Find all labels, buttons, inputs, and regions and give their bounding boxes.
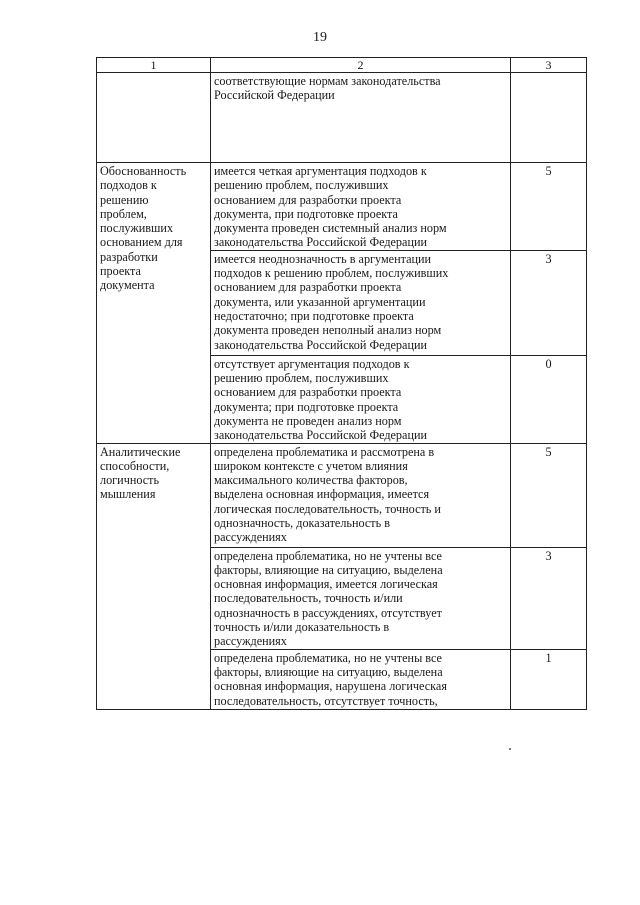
column-header-1: 1 [97,58,211,73]
column-header-3: 3 [511,58,587,73]
score-cell: 5 [511,163,587,251]
description-cell: определена проблематика и рассмотрена в широком контексте с учетом влияния максимального количества факторов, выделена основная информация, имеется логическая последовательность, точность и однозначность, доказательность в рассуждениях [211,443,511,547]
table-header-row [97,58,587,73]
evaluation-table [96,57,587,710]
description-cell: определена проблематика, но не учтены все факторы, влияющие на ситуацию, выделена основная информация, имеется логическая последовательность, точность и/или однозначность в рассуждениях, отсутствует точность и/или доказательность в рассуждениях [211,547,511,649]
criterion-cell: Обоснованность подходов к решению проблем, послуживших основанием для разработки проекта документа [97,163,211,444]
score-cell: 3 [511,250,587,355]
score-cell: 3 [511,547,587,649]
page-number: 19 [313,30,327,45]
description-cell: имеется неоднозначность в аргументации подходов к решению проблем, послуживших основанием для разработки проекта документа, или указанной аргументации недостаточно; при подготовке проекта документа проведен неполный анализ норм законодательства Российской Федерации [211,250,511,355]
criterion-cell: Аналитические способности, логичность мышления [97,443,211,709]
table-row [97,163,587,251]
description-cell: имеется четкая аргументация подходов к решению проблем, послуживших основанием для разработки проекта документа, при подготовке проекта документа проведен системный анализ норм законодательства Российской Федерации [211,163,511,251]
description-cell: отсутствует аргументация подходов к решению проблем, послуживших основанием для разработки проекта документа; при подготовке проекта документа не проведен анализ норм законодательства Российской Федерации [211,355,511,443]
score-cell: 5 [511,443,587,547]
table-row [97,73,587,163]
column-header-2: 2 [211,58,511,73]
score-cell: 0 [511,355,587,443]
table-row [97,443,587,547]
score-cell: 1 [511,649,587,709]
score-cell [511,73,587,163]
description-cell: определена проблематика, но не учтены все факторы, влияющие на ситуацию, выделена основная информация, нарушена логическая последовательность, отсутствует точность, [211,649,511,709]
description-cell: соответствующие нормам законодательства Российской Федерации [211,73,511,163]
criterion-cell [97,73,211,163]
scan-speck [509,748,511,750]
